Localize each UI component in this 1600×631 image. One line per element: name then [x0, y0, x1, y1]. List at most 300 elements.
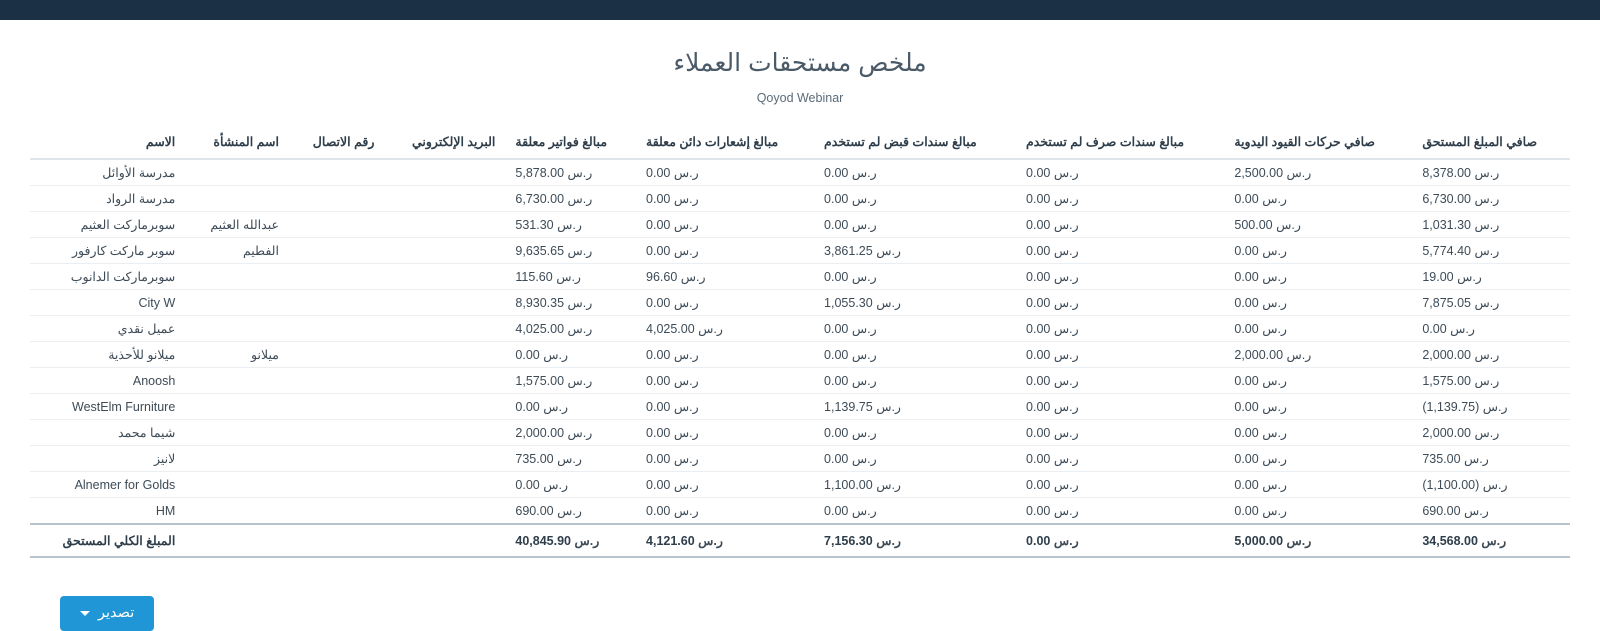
- table-row[interactable]: [30, 472, 1570, 498]
- cell-name[interactable]: Anoosh: [30, 368, 185, 394]
- cell-invoices: [505, 498, 636, 525]
- currency-label: ر.س: [556, 270, 581, 284]
- cell-unused-receipts-value: 0.00: [824, 504, 849, 518]
- currency-label: ر.س: [1053, 400, 1079, 414]
- cell-unused-receipts: [814, 238, 1016, 264]
- cell-phone: [289, 264, 385, 290]
- cell-unused-receipts-value: 0.00: [824, 270, 849, 284]
- cell-credit-notes-value: 0.00: [646, 244, 671, 258]
- currency-label: ر.س: [673, 166, 699, 180]
- cell-net-due-value: 735.00: [1422, 452, 1461, 466]
- table-body: [30, 159, 1570, 524]
- cell-invoices-value: 690.00: [515, 504, 554, 518]
- cell-org: [185, 446, 289, 472]
- cell-unused-payments-value: 0.00: [1026, 270, 1051, 284]
- cell-net-due-value: (1,139.75): [1422, 400, 1480, 414]
- cell-unused-payments-value: 0.00: [1026, 478, 1051, 492]
- table-row[interactable]: [30, 394, 1570, 420]
- cell-phone: [289, 186, 385, 212]
- cell-name[interactable]: سوبر ماركت كارفور: [30, 238, 185, 264]
- currency-label: ر.س: [1053, 348, 1079, 362]
- cell-net-due-value: (1,100.00): [1422, 478, 1480, 492]
- cell-unused-payments-value: 0.00: [1026, 166, 1051, 180]
- cell-credit-notes: [636, 186, 814, 212]
- cell-net-due: [1412, 159, 1570, 186]
- total-spacer-org: [185, 524, 289, 557]
- cell-unused-payments: [1016, 212, 1224, 238]
- currency-label: ر.س: [1053, 534, 1079, 548]
- cell-credit-notes: [636, 290, 814, 316]
- organization-name: Qoyod Webinar: [756, 91, 844, 105]
- cell-name[interactable]: عميل نقدي: [30, 316, 185, 342]
- cell-credit-notes-value: 0.00: [646, 452, 671, 466]
- total-label: المبلغ الكلي المستحق: [30, 524, 185, 557]
- export-button[interactable]: [60, 596, 154, 631]
- currency-label: ر.س: [1474, 218, 1500, 232]
- cell-unused-receipts-value: 0.00: [824, 192, 849, 206]
- total-net-due: [1412, 524, 1570, 557]
- currency-label: ر.س: [1286, 534, 1312, 548]
- cell-unused-receipts: [814, 368, 1016, 394]
- cell-unused-payments: [1016, 186, 1224, 212]
- cell-email: [384, 342, 505, 368]
- cell-email: [384, 446, 505, 472]
- actions-bar: [30, 596, 1570, 631]
- currency-label: ر.س: [557, 218, 582, 232]
- cell-invoices: [505, 159, 636, 186]
- cell-credit-notes-value: 0.00: [646, 296, 671, 310]
- currency-label: ر.س: [1262, 452, 1287, 466]
- currency-label: ر.س: [876, 400, 901, 414]
- cell-credit-notes-value: 96.60: [646, 270, 678, 284]
- cell-net-due-value: 8,378.00: [1422, 166, 1471, 180]
- cell-unused-payments-value: 0.00: [1026, 374, 1051, 388]
- currency-label: ر.س: [851, 452, 877, 466]
- cell-unused-payments: [1016, 264, 1224, 290]
- cell-org: [185, 316, 289, 342]
- currency-label: ر.س: [1053, 166, 1079, 180]
- currency-label: ر.س: [1262, 504, 1287, 518]
- column-header-org[interactable]: اسم المنشأة: [185, 127, 289, 159]
- export-button-label: تصدير: [98, 605, 135, 621]
- cell-unused-payments: [1016, 420, 1224, 446]
- currency-label: ر.س: [851, 348, 877, 362]
- table-row[interactable]: [30, 264, 1570, 290]
- cell-phone: [289, 498, 385, 525]
- currency-label: ر.س: [851, 374, 877, 388]
- cell-invoices-value: 735.00: [515, 452, 554, 466]
- currency-label: ر.س: [1474, 348, 1500, 362]
- cell-unused-payments-value: 0.00: [1026, 452, 1051, 466]
- currency-label: ر.س: [574, 534, 600, 548]
- currency-label: ر.س: [673, 218, 699, 232]
- cell-invoices: [505, 446, 636, 472]
- currency-label: ر.س: [1262, 426, 1287, 440]
- chevron-down-icon: [80, 611, 90, 616]
- cell-name[interactable]: مدرسة الرواد: [30, 186, 185, 212]
- cell-unused-receipts-value: 1,055.30: [824, 296, 873, 310]
- report-header: [30, 20, 1570, 105]
- cell-net-due-value: 5,774.40: [1422, 244, 1471, 258]
- cell-unused-receipts: [814, 316, 1016, 342]
- cell-manual-entries: [1224, 238, 1412, 264]
- report-content: [0, 20, 1600, 631]
- table-header-row: [30, 127, 1570, 159]
- cell-phone: [289, 446, 385, 472]
- cell-invoices: [505, 420, 636, 446]
- cell-invoices-value: 8,930.35: [515, 296, 565, 310]
- cell-invoices: [505, 264, 636, 290]
- cell-net-due-value: 19.00: [1422, 270, 1454, 284]
- currency-label: ر.س: [673, 504, 699, 518]
- currency-label: ر.س: [673, 348, 699, 362]
- cell-net-due: [1412, 498, 1570, 525]
- cell-manual-entries: [1224, 420, 1412, 446]
- currency-label: ر.س: [1053, 270, 1079, 284]
- cell-invoices-value: 0.00: [515, 348, 540, 362]
- cell-phone: [289, 368, 385, 394]
- currency-label: ر.س: [673, 374, 699, 388]
- currency-label: ر.س: [567, 296, 593, 310]
- currency-label: ر.س: [1262, 270, 1287, 284]
- cell-unused-receipts: [814, 420, 1016, 446]
- cell-credit-notes: [636, 472, 814, 498]
- cell-manual-entries: [1224, 159, 1412, 186]
- currency-label: ر.س: [876, 534, 901, 548]
- cell-net-due-value: 2,000.00: [1422, 348, 1471, 362]
- cell-credit-notes: [636, 420, 814, 446]
- cell-unused-payments: [1016, 238, 1224, 264]
- cell-email: [384, 159, 505, 186]
- cell-credit-notes: [636, 212, 814, 238]
- cell-manual-entries-value: 0.00: [1234, 426, 1259, 440]
- column-header-invoices[interactable]: مبالغ فواتير معلقة: [505, 127, 636, 159]
- currency-label: ر.س: [1053, 452, 1079, 466]
- cell-email: [384, 238, 505, 264]
- cell-name[interactable]: سوبرماركت الدانوب: [30, 264, 185, 290]
- cell-name[interactable]: City W: [30, 290, 185, 316]
- cell-unused-payments: [1016, 159, 1224, 186]
- currency-label: ر.س: [1262, 374, 1287, 388]
- currency-label: ر.س: [567, 244, 593, 258]
- currency-label: ر.س: [1053, 322, 1079, 336]
- table-header: [30, 127, 1570, 159]
- currency-label: ر.س: [851, 166, 877, 180]
- cell-invoices-value: 5,878.00: [515, 166, 565, 180]
- cell-net-due: [1412, 394, 1570, 420]
- cell-phone: [289, 238, 385, 264]
- cell-invoices: [505, 368, 636, 394]
- currency-label: ر.س: [1286, 166, 1312, 180]
- column-header-unused-receipts[interactable]: مبالغ سندات قبض لم تستخدم: [814, 127, 1016, 159]
- cell-manual-entries-value: 0.00: [1234, 504, 1259, 518]
- cell-manual-entries-value: 0.00: [1234, 374, 1259, 388]
- cell-manual-entries: [1224, 212, 1412, 238]
- customer-dues-table: [30, 127, 1570, 558]
- table-row[interactable]: [30, 238, 1570, 264]
- cell-name[interactable]: شيما محمد: [30, 420, 185, 446]
- cell-net-due: [1412, 368, 1570, 394]
- cell-email: [384, 420, 505, 446]
- total-unused-receipts-value: 7,156.30: [824, 534, 873, 548]
- table-row[interactable]: [30, 159, 1570, 186]
- cell-email: [384, 186, 505, 212]
- table-total-row: [30, 524, 1570, 557]
- cell-manual-entries-value: 0.00: [1234, 192, 1259, 206]
- currency-label: ر.س: [543, 400, 568, 414]
- cell-credit-notes-value: 0.00: [646, 400, 671, 414]
- cell-name[interactable]: HM: [30, 498, 185, 525]
- cell-name[interactable]: مدرسة الأوائل: [30, 159, 185, 186]
- cell-unused-receipts-value: 0.00: [824, 374, 849, 388]
- table-row[interactable]: [30, 290, 1570, 316]
- cell-manual-entries-value: 0.00: [1234, 244, 1259, 258]
- cell-unused-payments-value: 0.00: [1026, 218, 1051, 232]
- cell-email: [384, 264, 505, 290]
- currency-label: ر.س: [851, 322, 877, 336]
- cell-unused-receipts: [814, 472, 1016, 498]
- currency-label: ر.س: [1053, 296, 1079, 310]
- column-header-email[interactable]: البريد الإلكتروني: [384, 127, 505, 159]
- cell-invoices: [505, 342, 636, 368]
- currency-label: ر.س: [567, 166, 593, 180]
- cell-email: [384, 472, 505, 498]
- cell-name[interactable]: ميلانو للأحذية: [30, 342, 185, 368]
- table-row[interactable]: [30, 498, 1570, 525]
- currency-label: ر.س: [557, 452, 582, 466]
- table-row[interactable]: [30, 186, 1570, 212]
- cell-name[interactable]: WestElm Furniture: [30, 394, 185, 420]
- column-header-manual-entries[interactable]: صافي حركات القيود اليدوية: [1224, 127, 1412, 159]
- cell-org: [185, 159, 289, 186]
- cell-org: [185, 290, 289, 316]
- cell-unused-receipts-value: 0.00: [824, 348, 849, 362]
- currency-label: ر.س: [1474, 426, 1500, 440]
- cell-name[interactable]: لانيز: [30, 446, 185, 472]
- cell-manual-entries-value: 0.00: [1234, 400, 1259, 414]
- cell-manual-entries-value: 2,000.00: [1234, 348, 1284, 362]
- cell-invoices-value: 9,635.65: [515, 244, 565, 258]
- cell-org: الفطيم: [185, 238, 289, 264]
- table-footer: [30, 524, 1570, 557]
- cell-unused-receipts-value: 1,100.00: [824, 478, 873, 492]
- cell-manual-entries: [1224, 264, 1412, 290]
- cell-unused-payments-value: 0.00: [1026, 426, 1051, 440]
- column-header-unused-payments[interactable]: مبالغ سندات صرف لم تستخدم: [1016, 127, 1224, 159]
- cell-net-due-value: 2,000.00: [1422, 426, 1471, 440]
- currency-label: ر.س: [1481, 534, 1507, 548]
- cell-email: [384, 394, 505, 420]
- cell-credit-notes-value: 0.00: [646, 218, 671, 232]
- cell-net-due: [1412, 316, 1570, 342]
- cell-phone: [289, 212, 385, 238]
- cell-invoices-value: 0.00: [515, 478, 540, 492]
- cell-unused-receipts: [814, 159, 1016, 186]
- column-header-credit-notes[interactable]: مبالغ إشعارات دائن معلقة: [636, 127, 814, 159]
- currency-label: ر.س: [673, 426, 699, 440]
- cell-unused-receipts-value: 0.00: [824, 218, 849, 232]
- currency-label: ر.س: [567, 374, 593, 388]
- cell-manual-entries: [1224, 446, 1412, 472]
- table-row[interactable]: [30, 316, 1570, 342]
- cell-net-due: [1412, 264, 1570, 290]
- currency-label: ر.س: [1053, 244, 1079, 258]
- total-manual-entries: [1224, 524, 1412, 557]
- total-unused-receipts: [814, 524, 1016, 557]
- cell-manual-entries: [1224, 498, 1412, 525]
- cell-unused-payments-value: 0.00: [1026, 296, 1051, 310]
- currency-label: ر.س: [1262, 192, 1287, 206]
- cell-org: [185, 186, 289, 212]
- cell-unused-receipts: [814, 342, 1016, 368]
- cell-unused-receipts: [814, 212, 1016, 238]
- cell-invoices-value: 531.30: [515, 218, 554, 232]
- currency-label: ر.س: [673, 400, 699, 414]
- cell-manual-entries: [1224, 368, 1412, 394]
- cell-credit-notes-value: 0.00: [646, 192, 671, 206]
- cell-unused-payments: [1016, 498, 1224, 525]
- cell-unused-payments: [1016, 472, 1224, 498]
- cell-net-due-value: 0.00: [1422, 322, 1447, 336]
- cell-credit-notes-value: 0.00: [646, 426, 671, 440]
- cell-org: [185, 368, 289, 394]
- currency-label: ر.س: [1262, 478, 1287, 492]
- cell-unused-payments: [1016, 316, 1224, 342]
- currency-label: ر.س: [1474, 296, 1500, 310]
- cell-credit-notes: [636, 264, 814, 290]
- cell-phone: [289, 420, 385, 446]
- cell-manual-entries: [1224, 316, 1412, 342]
- cell-unused-receipts: [814, 186, 1016, 212]
- cell-invoices: [505, 394, 636, 420]
- cell-net-due-value: 1,575.00: [1422, 374, 1471, 388]
- cell-phone: [289, 342, 385, 368]
- cell-unused-payments-value: 0.00: [1026, 192, 1051, 206]
- currency-label: ر.س: [1474, 374, 1500, 388]
- total-unused-payments: [1016, 524, 1224, 557]
- cell-manual-entries: [1224, 186, 1412, 212]
- total-invoices: [505, 524, 636, 557]
- currency-label: ر.س: [851, 426, 877, 440]
- cell-unused-payments-value: 0.00: [1026, 244, 1051, 258]
- cell-unused-payments-value: 0.00: [1026, 322, 1051, 336]
- currency-label: ر.س: [1457, 270, 1482, 284]
- currency-label: ر.س: [680, 270, 706, 284]
- cell-manual-entries-value: 0.00: [1234, 322, 1259, 336]
- cell-manual-entries-value: 500.00: [1234, 218, 1273, 232]
- cell-invoices-value: 2,000.00: [515, 426, 565, 440]
- cell-unused-receipts: [814, 446, 1016, 472]
- currency-label: ر.س: [567, 322, 593, 336]
- cell-invoices-value: 0.00: [515, 400, 540, 414]
- column-header-phone[interactable]: رقم الاتصال: [289, 127, 385, 159]
- currency-label: ر.س: [1262, 400, 1287, 414]
- table-row[interactable]: [30, 368, 1570, 394]
- table-row[interactable]: [30, 212, 1570, 238]
- cell-net-due: [1412, 342, 1570, 368]
- cell-net-due: [1412, 238, 1570, 264]
- currency-label: ر.س: [543, 478, 568, 492]
- currency-label: ر.س: [1474, 166, 1500, 180]
- cell-net-due: [1412, 186, 1570, 212]
- cell-unused-receipts-value: 0.00: [824, 322, 849, 336]
- cell-credit-notes: [636, 394, 814, 420]
- currency-label: ر.س: [1286, 348, 1312, 362]
- currency-label: ر.س: [1053, 374, 1079, 388]
- cell-credit-notes-value: 0.00: [646, 504, 671, 518]
- top-navigation-bar: [0, 0, 1600, 20]
- cell-phone: [289, 394, 385, 420]
- cell-manual-entries-value: 0.00: [1234, 478, 1259, 492]
- currency-label: ر.س: [1482, 478, 1508, 492]
- cell-unused-payments-value: 0.00: [1026, 504, 1051, 518]
- cell-org: [185, 264, 289, 290]
- page-title: ملخص مستحقات العملاء: [673, 49, 927, 77]
- cell-org: [185, 472, 289, 498]
- cell-credit-notes: [636, 316, 814, 342]
- cell-phone: [289, 290, 385, 316]
- cell-org: ميلانو: [185, 342, 289, 368]
- cell-email: [384, 290, 505, 316]
- cell-name[interactable]: Alnemer for Golds: [30, 472, 185, 498]
- cell-unused-receipts: [814, 394, 1016, 420]
- total-spacer-phone: [289, 524, 385, 557]
- table-row[interactable]: [30, 342, 1570, 368]
- column-header-name[interactable]: الاسم: [30, 127, 185, 159]
- cell-invoices: [505, 212, 636, 238]
- cell-unused-payments-value: 0.00: [1026, 348, 1051, 362]
- cell-email: [384, 498, 505, 525]
- cell-manual-entries: [1224, 290, 1412, 316]
- cell-credit-notes: [636, 446, 814, 472]
- currency-label: ر.س: [1053, 504, 1079, 518]
- table-row[interactable]: [30, 420, 1570, 446]
- cell-unused-receipts-value: 0.00: [824, 452, 849, 466]
- currency-label: ر.س: [1262, 322, 1287, 336]
- cell-org: [185, 420, 289, 446]
- cell-email: [384, 316, 505, 342]
- cell-name[interactable]: سوبرماركت العثيم: [30, 212, 185, 238]
- table-row[interactable]: [30, 446, 1570, 472]
- cell-phone: [289, 472, 385, 498]
- currency-label: ر.س: [567, 426, 593, 440]
- currency-label: ر.س: [1464, 504, 1489, 518]
- cell-unused-payments: [1016, 368, 1224, 394]
- currency-label: ر.س: [1053, 426, 1079, 440]
- currency-label: ر.س: [1450, 322, 1475, 336]
- cell-credit-notes-value: 0.00: [646, 478, 671, 492]
- total-spacer-email: [384, 524, 505, 557]
- currency-label: ر.س: [876, 478, 901, 492]
- currency-label: ر.س: [673, 452, 699, 466]
- cell-net-due-value: 690.00: [1422, 504, 1461, 518]
- cell-manual-entries-value: 0.00: [1234, 270, 1259, 284]
- cell-credit-notes-value: 4,025.00: [646, 322, 695, 336]
- currency-label: ر.س: [673, 244, 699, 258]
- cell-invoices-value: 6,730.00: [515, 192, 565, 206]
- currency-label: ر.س: [1464, 452, 1489, 466]
- column-header-net-due[interactable]: صافي المبلغ المستحق: [1412, 127, 1570, 159]
- currency-label: ر.س: [673, 192, 699, 206]
- cell-credit-notes-value: 0.00: [646, 374, 671, 388]
- cell-invoices: [505, 186, 636, 212]
- cell-unused-receipts-value: 0.00: [824, 426, 849, 440]
- cell-manual-entries: [1224, 342, 1412, 368]
- total-net-due-value: 34,568.00: [1422, 534, 1478, 548]
- currency-label: ر.س: [1474, 244, 1500, 258]
- cell-manual-entries-value: 0.00: [1234, 296, 1259, 310]
- currency-label: ر.س: [1276, 218, 1301, 232]
